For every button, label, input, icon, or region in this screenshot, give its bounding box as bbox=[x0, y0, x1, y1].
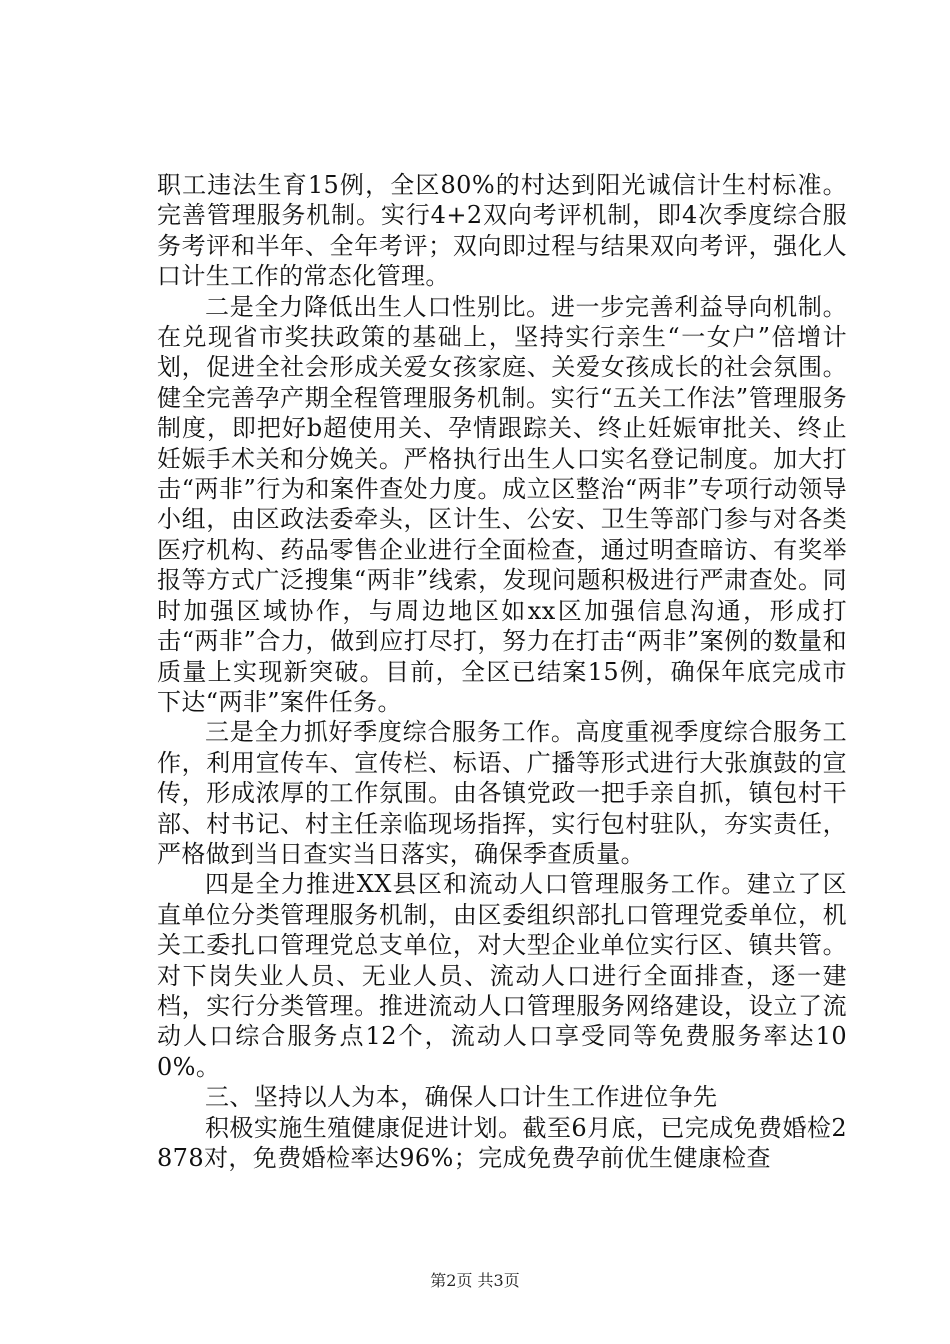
paragraph-3: 三是全力抓好季度综合服务工作。高度重视季度综合服务工作，利用宣传车、宣传栏、标语、广播等形式进行大张旗鼓的宣传，形成浓厚的工作氛围。由各镇党政一把手亲自抓，镇包村干部、村书记、村主任亲临现场指挥，实行包村驻队，夯实责任，严格做到当日查实当日落实，确保季查质量。 bbox=[157, 718, 847, 868]
page-footer: 第2页 共3页 bbox=[430, 1271, 520, 1290]
section-heading: 三、坚持以人为本，确保人口计生工作进位争先 bbox=[205, 1083, 718, 1112]
paragraph-5: 积极实施生殖健康促进计划。截至6月底，已完成免费婚检2878对，免费婚检率达96%；完成免费孕前优生健康检查 bbox=[157, 1113, 847, 1172]
document-body bbox=[157, 170, 847, 1173]
paragraph-1: 职工违法生育15例，全区80%的村达到阳光诚信计生村标准。完善管理服务机制。实行4+2双向考评机制，即4次季度综合服务考评和半年、全年考评；双向即过程与结果双向考评，强化人口计生工作的常态化管理。 bbox=[157, 171, 847, 291]
paragraph-2: 二是全力降低出生人口性别比。进一步完善利益导向机制。在兑现省市奖扶政策的基础上，坚持实行亲生“一女户”倍增计划，促进全社会形成关爱女孩家庭、关爱女孩成长的社会氛围。健全完善孕产期全程管理服务机制。实行“五关工作法”管理服务制度，即把好b超使用关、孕情跟踪关、终止妊娠审批关、终止妊娠手术关和分娩关。严格执行出生人口实名登记制度。加大打击“两非”行为和案件查处力度。成立区整治“两非”专项行动领导小组，由区政法委牵头，区计生、公安、卫生等部门参与对各类医疗机构、药品零售企业进行全面检查，通过明查暗访、有奖举报等方式广泛搜集“两非”线索，发现问题积极进行严肃查处。同时加强区域协作，与周边地区如xx区加强信息沟通，形成打击“两非”合力，做到应打尽打，努力在打击“两非”案例的数量和质量上实现新突破。目前，全区已结案15例，确保年底完成市下达“两非”案件任务。 bbox=[157, 292, 847, 716]
paragraph-4: 四是全力推进XX县区和流动人口管理服务工作。建立了区直单位分类管理服务机制，由区委组织部扎口管理党委单位，机关工委扎口管理党总支单位，对大型企业单位实行区、镇共管。对下岗失业人员、无业人员、流动人口进行全面排查，逐一建档，实行分类管理。推进流动人口管理服务网络建设，设立了流动人口综合服务点12个，流动人口享受同等免费服务率达100%。 bbox=[157, 870, 847, 1081]
